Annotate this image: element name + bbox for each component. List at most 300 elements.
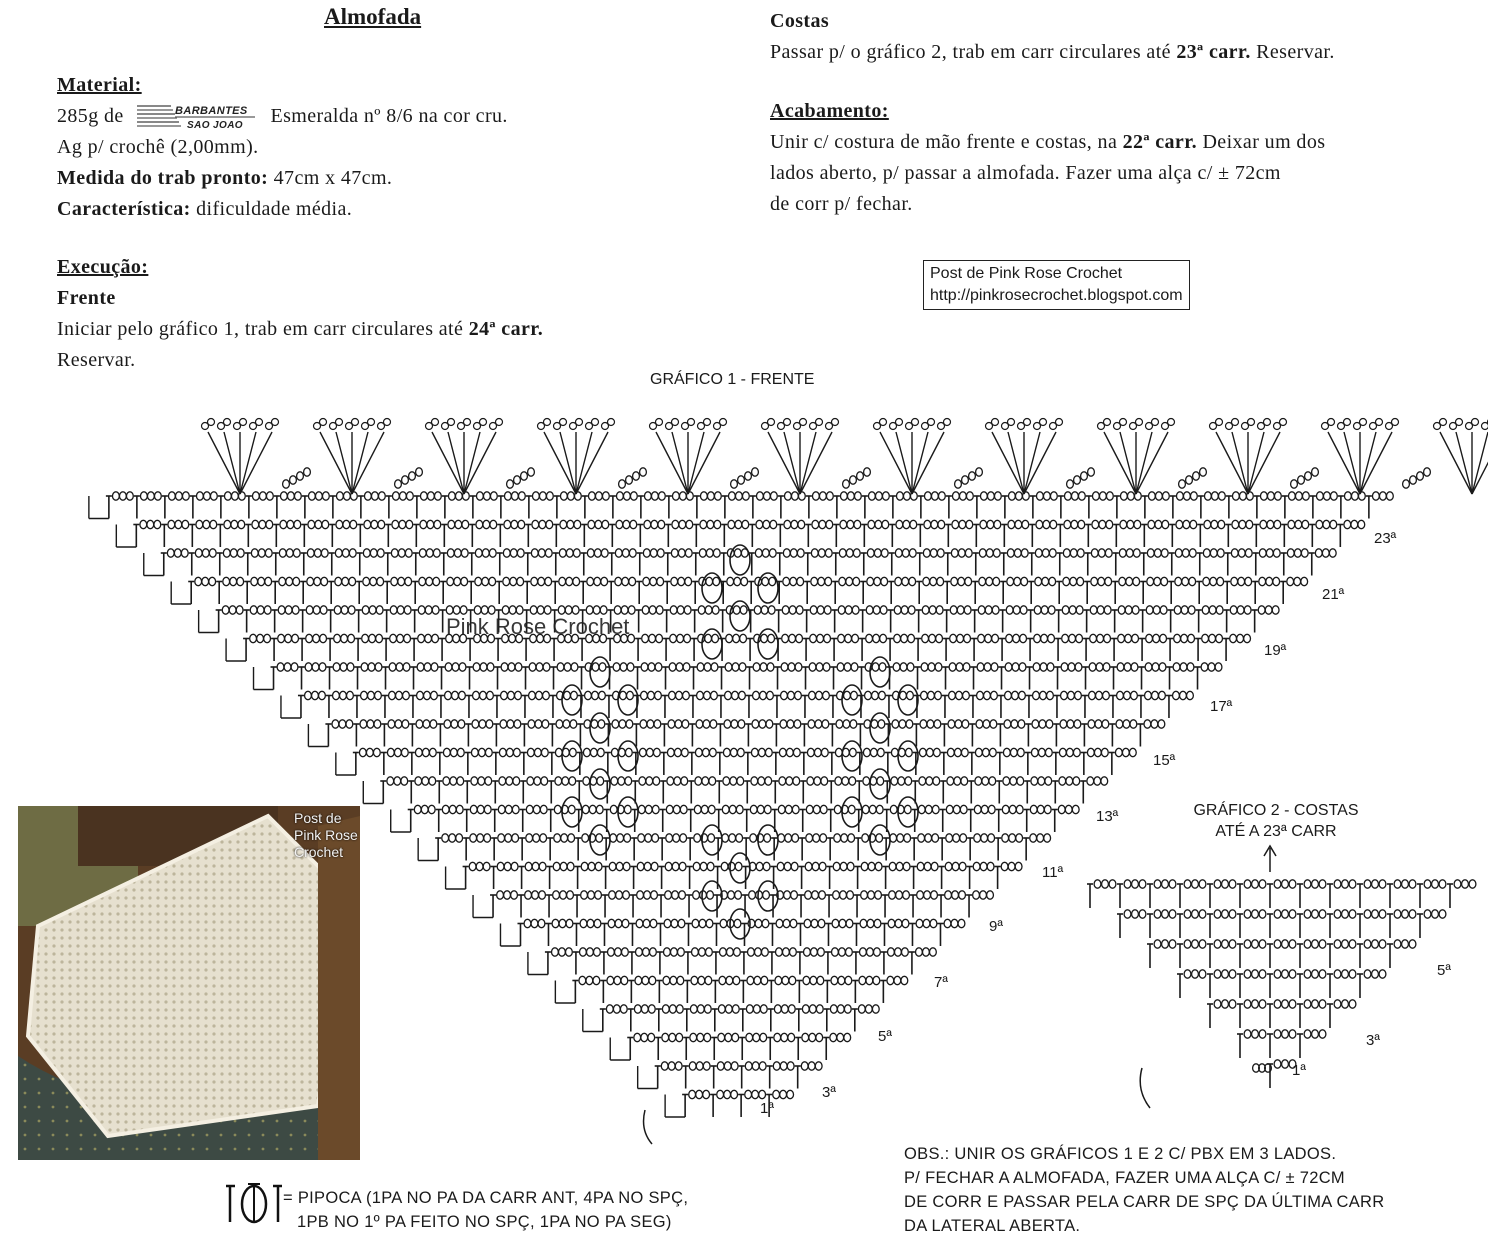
chain-stitch xyxy=(853,549,860,557)
chain-stitch xyxy=(1068,691,1075,699)
chain-stitch xyxy=(544,606,551,614)
chain-stitch xyxy=(690,1033,697,1041)
chain-stitch xyxy=(1035,577,1042,585)
chain-stitch xyxy=(1209,606,1216,614)
chain-stitch xyxy=(1274,1000,1281,1008)
chain-stitch xyxy=(804,948,811,956)
chain-stitch xyxy=(759,1090,766,1098)
chain-stitch xyxy=(534,777,541,785)
chain-stitch xyxy=(1152,691,1159,699)
chain-stitch xyxy=(929,606,936,614)
chain-stitch xyxy=(798,520,805,528)
chain-stitch xyxy=(746,1005,753,1013)
chain-stitch xyxy=(1169,880,1176,888)
chain-stitch xyxy=(818,577,825,585)
chain-stitch xyxy=(768,634,775,642)
chain-stitch xyxy=(1239,492,1246,500)
chain-stitch xyxy=(518,520,525,528)
chain-stitch xyxy=(703,720,710,728)
chain-stitch xyxy=(1090,634,1097,642)
chain-stitch xyxy=(650,549,657,557)
chain-stitch xyxy=(865,1005,872,1013)
chain-stitch xyxy=(292,634,299,642)
chain-stitch xyxy=(1020,634,1027,642)
chain-stitch xyxy=(949,663,956,671)
chain-stitch xyxy=(722,805,729,813)
chain-stitch xyxy=(868,520,875,528)
chain-stitch xyxy=(681,748,688,756)
chain-stitch xyxy=(762,549,769,557)
chain-stitch xyxy=(210,520,217,528)
chain-stitch xyxy=(754,606,761,614)
chain-stitch xyxy=(1179,480,1186,488)
chain-stitch xyxy=(964,634,971,642)
chain-stitch xyxy=(1075,663,1082,671)
chain-stitch xyxy=(720,948,727,956)
chain-stitch xyxy=(738,720,745,728)
chain-stitch xyxy=(457,748,464,756)
picot xyxy=(896,419,903,426)
chain-stitch xyxy=(498,834,505,842)
chain-stitch xyxy=(780,720,787,728)
chain-stitch xyxy=(482,549,489,557)
chain-stitch xyxy=(820,834,827,842)
chain-stitch xyxy=(952,862,959,870)
chart1-title: GRÁFICO 1 - FRENTE xyxy=(650,371,815,388)
chain-stitch xyxy=(807,777,814,785)
chain-stitch xyxy=(321,577,328,585)
chain-stitch xyxy=(816,1005,823,1013)
chain-stitch xyxy=(776,948,783,956)
chain-stitch xyxy=(816,1033,823,1041)
chain-stitch xyxy=(283,480,290,488)
chain-stitch xyxy=(510,549,517,557)
chain-stitch xyxy=(732,1005,739,1013)
chain-stitch xyxy=(979,577,986,585)
chain-stitch xyxy=(816,663,823,671)
costas-heading: Costas xyxy=(770,10,830,32)
chain-stitch xyxy=(781,1005,788,1013)
picot xyxy=(608,419,615,426)
chain-stitch xyxy=(663,976,670,984)
chain-stitch xyxy=(489,549,496,557)
chain-stitch xyxy=(790,948,797,956)
chain-stitch xyxy=(662,1005,669,1013)
chain-stitch xyxy=(546,492,553,500)
chain-stitch xyxy=(588,891,595,899)
fan-stitch xyxy=(240,432,272,494)
chain-stitch xyxy=(224,492,231,500)
chain-stitch xyxy=(1091,577,1098,585)
chain-stitch xyxy=(876,834,883,842)
fan-stitch xyxy=(656,432,688,494)
chain-stitch xyxy=(684,634,691,642)
chain-stitch xyxy=(735,492,742,500)
chain-stitch xyxy=(1200,468,1207,476)
chain-stitch xyxy=(717,1090,724,1098)
chain-stitch xyxy=(539,862,546,870)
chain-stitch xyxy=(745,1062,752,1070)
chain-stitch xyxy=(553,862,560,870)
chain-stitch xyxy=(815,1062,822,1070)
chain-stitch xyxy=(880,634,887,642)
chain-stitch xyxy=(499,777,506,785)
chain-stitch xyxy=(621,976,628,984)
chain-stitch xyxy=(845,634,852,642)
chain-stitch xyxy=(730,777,737,785)
chain-stitch xyxy=(706,948,713,956)
chain-stitch xyxy=(906,720,913,728)
chain-stitch xyxy=(1104,634,1111,642)
chain-stitch xyxy=(1265,606,1272,614)
chain-stitch xyxy=(641,663,648,671)
picot xyxy=(1248,419,1255,426)
chain-stitch xyxy=(1145,691,1152,699)
chain-stitch xyxy=(154,520,161,528)
chain-stitch xyxy=(1259,970,1266,978)
picot xyxy=(208,419,215,426)
chain-stitch xyxy=(174,549,181,557)
chain-stitch xyxy=(639,748,646,756)
picot xyxy=(992,419,999,426)
chain-stitch xyxy=(656,634,663,642)
chain-stitch xyxy=(628,606,635,614)
chain-stitch xyxy=(1394,910,1401,918)
chain-stitch xyxy=(1217,549,1224,557)
chain-stitch xyxy=(811,549,818,557)
chain-stitch xyxy=(1231,577,1238,585)
chain-stitch xyxy=(976,468,983,476)
chain-stitch xyxy=(1182,577,1189,585)
chain-stitch xyxy=(644,891,651,899)
acab-line1-c: Deixar um dos xyxy=(1202,131,1326,153)
chain-stitch xyxy=(933,748,940,756)
chain-stitch xyxy=(1047,663,1054,671)
chain-stitch xyxy=(1050,492,1057,500)
chain-stitch xyxy=(833,862,840,870)
chain-stitch xyxy=(762,948,769,956)
chain-stitch xyxy=(1342,910,1349,918)
chain-stitch xyxy=(532,492,539,500)
chain-stitch xyxy=(293,577,300,585)
chain-stitch xyxy=(1203,577,1210,585)
chain-stitch xyxy=(538,549,545,557)
chain-stitch xyxy=(1008,862,1015,870)
chain-stitch xyxy=(1118,634,1125,642)
chain-stitch xyxy=(560,891,567,899)
chain-stitch xyxy=(656,606,663,614)
chain-stitch xyxy=(1154,577,1161,585)
chain-stitch xyxy=(1329,549,1336,557)
chain-stitch xyxy=(1145,663,1152,671)
chain-stitch xyxy=(585,691,592,699)
chain-stitch xyxy=(442,805,449,813)
chain-stitch xyxy=(812,520,819,528)
popcorn-stitch xyxy=(870,825,890,855)
chain-stitch xyxy=(505,834,512,842)
obs-line3: DE CORR E PASSAR PELA CARR DE SPÇ DA ÚLTIMA CARR xyxy=(904,1193,1385,1211)
chain-stitch xyxy=(705,634,712,642)
picot xyxy=(1104,419,1111,426)
chain-stitch xyxy=(1260,520,1267,528)
chain-stitch xyxy=(307,549,314,557)
chain-stitch xyxy=(723,777,730,785)
picot xyxy=(320,419,327,426)
chain-stitch xyxy=(1244,606,1251,614)
chain-stitch xyxy=(1162,910,1169,918)
fan-stitch xyxy=(912,432,928,494)
fan-stitch xyxy=(1472,432,1488,494)
fan-stitch xyxy=(208,432,240,494)
chain-stitch xyxy=(788,663,795,671)
chain-stitch xyxy=(696,720,703,728)
chain-stitch xyxy=(732,691,739,699)
chain-stitch xyxy=(341,606,348,614)
chain-stitch xyxy=(593,606,600,614)
picot xyxy=(720,419,727,426)
chain-stitch xyxy=(1180,663,1187,671)
chain-stitch xyxy=(483,492,490,500)
chain-stitch xyxy=(789,634,796,642)
chain-stitch xyxy=(308,492,315,500)
chain-stitch xyxy=(718,1033,725,1041)
chain-stitch xyxy=(1218,492,1225,500)
chain-stitch xyxy=(745,1090,752,1098)
chain-stitch xyxy=(1409,880,1416,888)
chart1-row-label: 9ª xyxy=(989,918,1003,935)
chain-stitch xyxy=(459,691,466,699)
chain-stitch xyxy=(837,1005,844,1013)
chain-stitch xyxy=(370,577,377,585)
chain-stitch xyxy=(763,520,770,528)
chain-stitch xyxy=(652,834,659,842)
chain-stitch xyxy=(669,691,676,699)
popcorn-stitch xyxy=(758,573,778,603)
picot xyxy=(912,419,919,426)
chain-stitch xyxy=(1161,577,1168,585)
chain-stitch xyxy=(388,720,395,728)
chain-stitch xyxy=(609,891,616,899)
picot xyxy=(656,419,663,426)
chain-stitch xyxy=(903,520,910,528)
chain-stitch xyxy=(952,492,959,500)
chain-stitch xyxy=(567,492,574,500)
chain-stitch xyxy=(964,606,971,614)
chain-stitch xyxy=(726,976,733,984)
chain-stitch xyxy=(196,520,203,528)
chain-stitch xyxy=(1155,520,1162,528)
chain-stitch xyxy=(1058,805,1065,813)
chain-stitch xyxy=(530,606,537,614)
chain-stitch xyxy=(844,691,851,699)
chain-stitch xyxy=(613,663,620,671)
chain-stitch xyxy=(252,492,259,500)
picot xyxy=(464,419,471,426)
chain-stitch xyxy=(957,634,964,642)
chain-stitch xyxy=(1159,663,1166,671)
chain-stitch xyxy=(835,777,842,785)
chain-stitch xyxy=(1334,910,1341,918)
chain-stitch xyxy=(359,748,366,756)
chain-stitch xyxy=(945,891,952,899)
chain-stitch xyxy=(1174,606,1181,614)
fan-stitch xyxy=(224,432,240,494)
chart1-row-label: 11ª xyxy=(1042,864,1064,881)
chain-stitch xyxy=(1386,492,1393,500)
chain-stitch xyxy=(1319,1000,1326,1008)
chain-stitch xyxy=(587,549,594,557)
chain-stitch xyxy=(588,520,595,528)
chain-stitch xyxy=(960,834,967,842)
chain-stitch xyxy=(429,748,436,756)
chain-stitch xyxy=(527,748,534,756)
chain-stitch xyxy=(695,777,702,785)
chain-stitch xyxy=(1259,549,1266,557)
chain-stitch xyxy=(724,1090,731,1098)
chain-stitch xyxy=(1104,606,1111,614)
chain-stitch xyxy=(802,1005,809,1013)
chain-stitch xyxy=(736,805,743,813)
chain-stitch xyxy=(574,520,581,528)
chain-stitch xyxy=(638,805,645,813)
chain-stitch xyxy=(791,862,798,870)
chain-stitch xyxy=(398,549,405,557)
chain-stitch xyxy=(583,777,590,785)
chart1-row-label: 5ª xyxy=(878,1028,892,1045)
picot xyxy=(1168,419,1175,426)
chain-stitch xyxy=(763,492,770,500)
chain-stitch xyxy=(531,549,538,557)
chain-stitch xyxy=(921,663,928,671)
chain-stitch xyxy=(905,777,912,785)
chain-stitch xyxy=(1030,805,1037,813)
chain-stitch xyxy=(297,472,304,480)
chain-stitch xyxy=(820,805,827,813)
chain-stitch xyxy=(750,805,757,813)
chain-stitch xyxy=(449,805,456,813)
chain-stitch xyxy=(421,805,428,813)
chain-stitch xyxy=(1214,880,1221,888)
chain-stitch xyxy=(667,748,674,756)
chain-stitch xyxy=(793,748,800,756)
chain-stitch xyxy=(499,748,506,756)
chain-stitch xyxy=(1274,1060,1281,1068)
chain-stitch xyxy=(926,777,933,785)
chain-stitch xyxy=(702,748,709,756)
chain-stitch xyxy=(1334,940,1341,948)
chain-stitch xyxy=(874,919,881,927)
chain-stitch xyxy=(1092,520,1099,528)
chain-stitch xyxy=(334,606,341,614)
chain-stitch xyxy=(808,1062,815,1070)
chain-stitch xyxy=(729,805,736,813)
chain-stitch xyxy=(622,549,629,557)
chain-stitch xyxy=(562,777,569,785)
chain-stitch xyxy=(952,891,959,899)
chain-stitch xyxy=(926,748,933,756)
chain-stitch xyxy=(1188,634,1195,642)
chain-stitch xyxy=(559,577,566,585)
chain-stitch xyxy=(679,862,686,870)
chain-stitch xyxy=(902,577,909,585)
chain-stitch xyxy=(1034,606,1041,614)
chain-stitch xyxy=(1184,910,1191,918)
chain-stitch xyxy=(478,777,485,785)
chain-stitch xyxy=(1344,520,1351,528)
chain-stitch xyxy=(531,919,538,927)
chain-stitch xyxy=(1042,577,1049,585)
chain-stitch xyxy=(648,663,655,671)
chain-stitch xyxy=(175,492,182,500)
chart2-costas xyxy=(1087,846,1476,1108)
chain-stitch xyxy=(753,1033,760,1041)
chain-stitch xyxy=(1217,577,1224,585)
chain-stitch xyxy=(1259,880,1266,888)
fan-stitch xyxy=(1136,432,1152,494)
chain-stitch xyxy=(649,606,656,614)
chain-stitch xyxy=(231,520,238,528)
chain-stitch xyxy=(1252,910,1259,918)
chain-stitch xyxy=(599,691,606,699)
chain-stitch xyxy=(1020,606,1027,614)
chain-stitch xyxy=(1274,940,1281,948)
chain-stitch xyxy=(830,1005,837,1013)
chain-stitch xyxy=(1302,492,1309,500)
fan-stitch xyxy=(688,432,704,494)
chain-stitch xyxy=(723,748,730,756)
fan-stitch xyxy=(448,432,464,494)
chain-stitch xyxy=(851,691,858,699)
chain-stitch xyxy=(1074,476,1081,484)
chain-stitch xyxy=(1295,520,1302,528)
chain-stitch xyxy=(737,777,744,785)
post-credit-url[interactable]: http://pinkrosecrochet.blogspot.com xyxy=(930,287,1183,304)
chain-stitch xyxy=(958,577,965,585)
chain-stitch xyxy=(639,777,646,785)
chain-stitch xyxy=(456,834,463,842)
chain-stitch xyxy=(713,577,720,585)
popcorn-stitch xyxy=(590,825,610,855)
chain-stitch xyxy=(797,549,804,557)
chain-stitch xyxy=(1049,549,1056,557)
picot xyxy=(448,419,455,426)
chain-stitch xyxy=(1037,805,1044,813)
chain-stitch xyxy=(553,891,560,899)
chain-stitch xyxy=(938,492,945,500)
chain-stitch xyxy=(816,691,823,699)
chain-stitch xyxy=(1394,940,1401,948)
chain-stitch xyxy=(431,663,438,671)
chain-stitch xyxy=(752,720,759,728)
chain-stitch xyxy=(475,549,482,557)
chain-stitch xyxy=(567,520,574,528)
chain-stitch xyxy=(895,919,902,927)
chain-stitch xyxy=(1175,549,1182,557)
chain-stitch xyxy=(1148,520,1155,528)
chain-stitch xyxy=(641,1005,648,1013)
popcorn-stitch xyxy=(702,881,722,911)
chain-stitch xyxy=(368,691,375,699)
chain-stitch xyxy=(1289,940,1296,948)
chain-stitch xyxy=(607,976,614,984)
chain-stitch xyxy=(554,834,561,842)
chain-stitch xyxy=(609,862,616,870)
caracteristica-label: Característica: xyxy=(57,198,191,221)
chain-stitch xyxy=(563,720,570,728)
chain-stitch xyxy=(209,549,216,557)
chain-stitch xyxy=(1015,492,1022,500)
chain-stitch xyxy=(680,805,687,813)
